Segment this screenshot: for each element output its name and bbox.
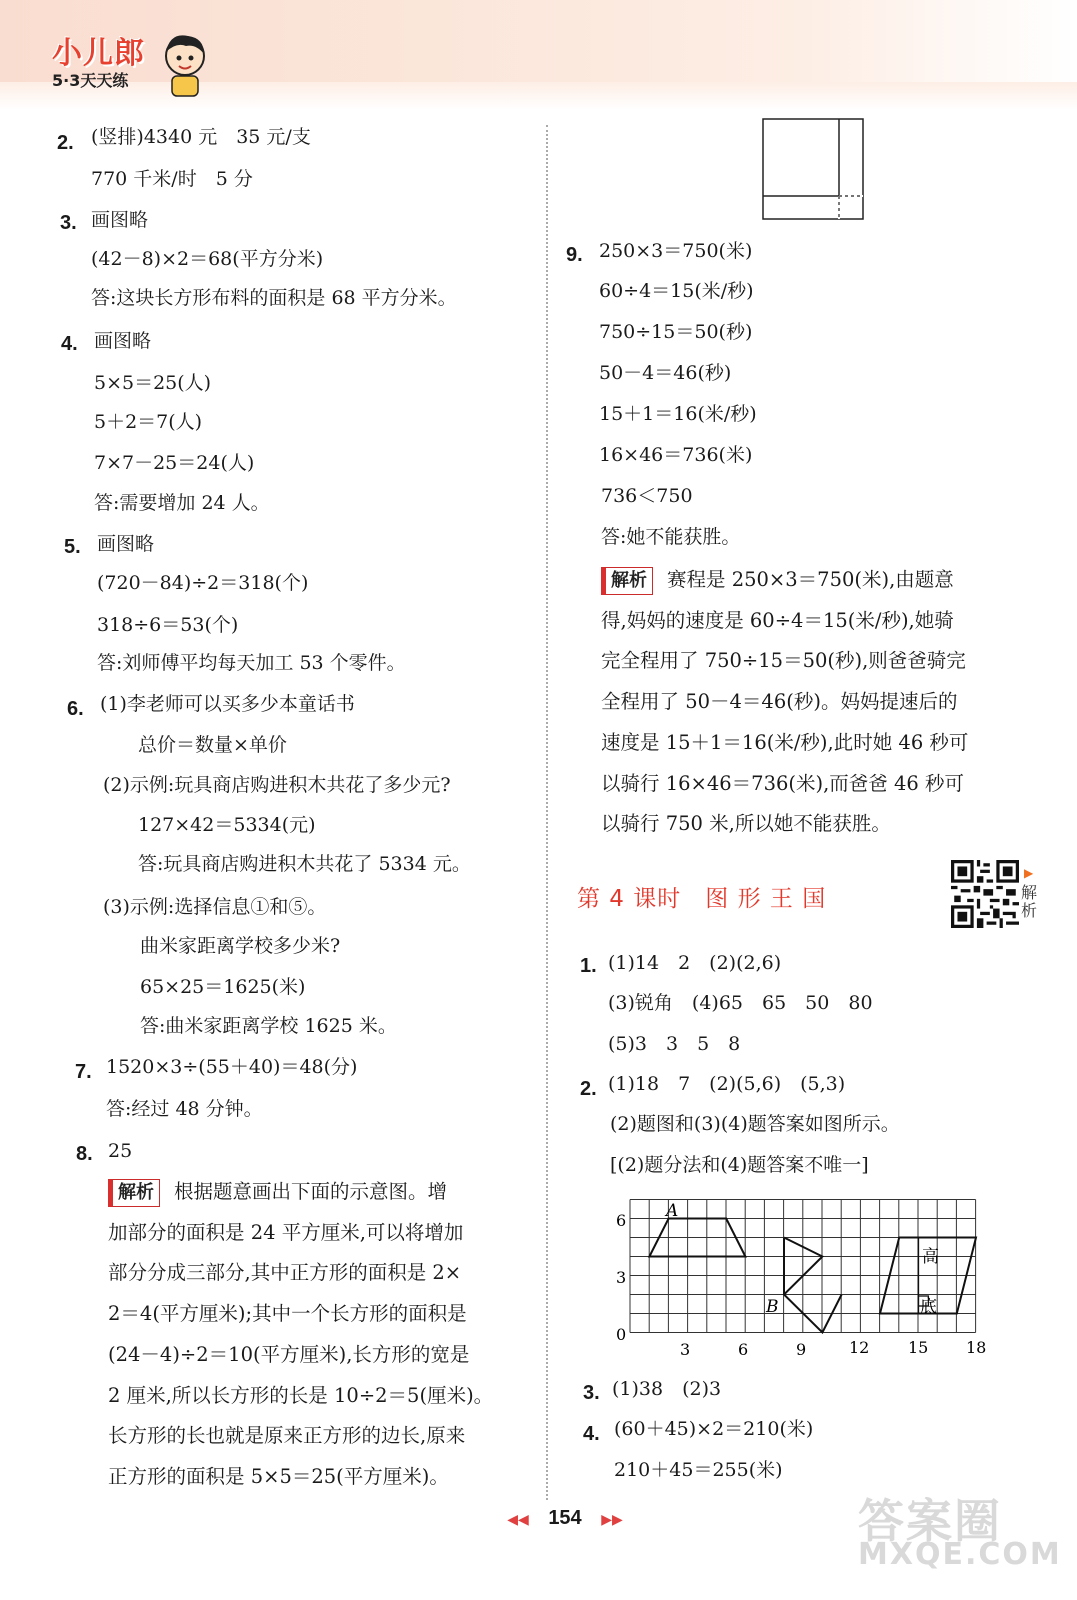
page-footer: [480, 1507, 650, 1530]
qr-label: 解析: [1021, 883, 1038, 920]
q3-line1: 画图略: [91, 209, 149, 231]
analysis-tag: 解析: [601, 567, 653, 595]
x-tick: 6: [738, 1340, 749, 1359]
q8-analysis-lead: 根据题意画出下面的示意图。增: [174, 1180, 448, 1203]
q4-answer: 答:需要增加 24 人。: [94, 492, 270, 514]
q8-analysis-line: 部分分成三部分,其中正方形的面积是 2×: [108, 1261, 462, 1285]
q5-line1: 画图略: [97, 533, 155, 555]
play-icon: ▶: [1024, 866, 1034, 880]
y-tick: 0: [616, 1325, 627, 1344]
watermark: [858, 1485, 1062, 1572]
q8-analysis-line: 长方形的长也就是原来正方形的边长,原来: [108, 1424, 466, 1448]
q9-analysis-line: 速度是 15＋1＝16(米/秒),此时她 46 秒可: [601, 730, 969, 754]
next-arrows-icon: ▶▶: [601, 1511, 623, 1527]
label-b: B: [766, 1297, 779, 1317]
r4-number: 4.: [583, 1423, 600, 1445]
q6-line6: (3)示例:选择信息①和⑤。: [103, 896, 327, 918]
q7-line1: 1520×3÷(55＋40)＝48(分): [106, 1056, 358, 1078]
y-tick: 6: [616, 1211, 627, 1230]
q4-line4: 7×7－25＝24(人): [94, 452, 255, 474]
q2-line1: (竖排)4340 元 35 元/支: [91, 126, 311, 148]
x-tick: 15: [908, 1338, 929, 1357]
q8-analysis-line: 加部分的面积是 24 平方厘米,可以将增加: [108, 1220, 464, 1244]
lesson-title: 第 4 课时 图 形 王 国: [577, 886, 827, 912]
q9-line2: 60÷4＝15(米/秒): [599, 280, 754, 302]
r4-line1: (60＋45)×2＝210(米): [614, 1418, 814, 1440]
q3-number: 3.: [60, 212, 77, 234]
q9-line6: 16×46＝736(米): [599, 444, 753, 466]
q6-line7: 曲米家距离学校多少米?: [140, 935, 341, 957]
q3-line2: (42－8)×2＝68(平方分米): [91, 248, 324, 270]
r2-line1: (1)18 7 (2)(5,6) (5,3): [608, 1073, 846, 1095]
q9-analysis-line: 以骑行 16×46＝736(米),而爸爸 46 秒可: [601, 771, 965, 795]
x-tick: 3: [680, 1340, 691, 1359]
r1-line3: (5)3 3 5 8: [608, 1033, 741, 1055]
q4-line1: 画图略: [94, 330, 152, 352]
prev-arrows-icon: ◀◀: [507, 1511, 529, 1527]
r1-number: 1.: [580, 955, 597, 977]
q2-number: 2.: [57, 132, 74, 154]
x-tick: 12: [849, 1338, 870, 1357]
r4-line2: 210＋45＝255(米): [614, 1459, 783, 1481]
q5-number: 5.: [64, 536, 81, 558]
r1-line1: (1)14 2 (2)(2,6): [608, 952, 782, 974]
square-diagram: [762, 118, 866, 222]
q8-analysis-line: 2 厘米,所以长方形的长是 10÷2＝5(厘米)。: [108, 1383, 494, 1407]
label-a: A: [666, 1201, 679, 1221]
q9-line1: 250×3＝750(米): [599, 240, 753, 262]
coordinate-grid: [610, 1190, 1000, 1360]
q8-number: 8.: [76, 1143, 93, 1165]
q4-number: 4.: [61, 333, 78, 355]
q9-line3: 750÷15＝50(秒): [599, 321, 753, 343]
mascot-icon: [160, 30, 210, 100]
q9-analysis-lead-row: [601, 560, 1041, 601]
r2-number: 2.: [580, 1078, 597, 1100]
q8-analysis-line: 正方形的面积是 5×5＝25(平方厘米)。: [108, 1464, 449, 1488]
qr-code-icon[interactable]: [951, 860, 1019, 928]
q3-answer: 答:这块长方形布料的面积是 68 平方分米。: [91, 287, 457, 309]
y-tick: 3: [616, 1268, 627, 1287]
q8-answer: 25: [108, 1140, 133, 1162]
q8-analysis-lead-row: [108, 1172, 548, 1213]
q8-analysis-line: (24－4)÷2＝10(平方厘米),长方形的宽是: [108, 1342, 470, 1366]
q6-line1: (1)李老师可以买多少本童话书: [100, 693, 355, 715]
q6-line4: 127×42＝5334(元): [138, 814, 316, 836]
r2-line2: (2)题图和(3)(4)题答案如图所示。: [610, 1113, 900, 1135]
label-height: 高: [922, 1247, 939, 1267]
q9-answer: 答:她不能获胜。: [601, 526, 741, 548]
brand-logo: [52, 28, 145, 91]
q6-number: 6.: [67, 698, 84, 720]
watermark-line2: MXQE.COM: [858, 1537, 1062, 1572]
x-tick: 18: [966, 1338, 987, 1357]
brand-name: 小儿郎: [52, 36, 145, 71]
q9-analysis-lead: 赛程是 250×3＝750(米),由题意: [667, 568, 954, 591]
q9-analysis-line: 全程用了 50－4＝46(秒)。妈妈提速后的: [601, 690, 958, 714]
analysis-tag: 解析: [108, 1179, 160, 1207]
q9-analysis-line: 完全程用了 750÷15＝50(秒),则爸爸骑完: [601, 649, 966, 673]
q6-line2: 总价＝数量×单价: [138, 734, 287, 756]
q4-line3: 5＋2＝7(人): [94, 411, 203, 433]
q9-line5: 15＋1＝16(米/秒): [599, 403, 757, 425]
x-tick: 9: [796, 1340, 807, 1359]
q9-analysis-line: 以骑行 750 米,所以她不能获胜。: [601, 812, 891, 836]
watermark-line1: 答案圈: [858, 1494, 1002, 1548]
q9-analysis: [601, 560, 1041, 845]
q9-line4: 50－4＝46(秒): [599, 362, 732, 384]
q9-analysis-line: 得,妈妈的速度是 60÷4＝15(米/秒),她骑: [601, 608, 954, 632]
q6-line8: 65×25＝1625(米): [140, 976, 306, 998]
q2-line2: 770 千米/时 5 分: [91, 168, 253, 190]
q5-line2: (720－84)÷2＝318(个): [97, 572, 309, 594]
r3-number: 3.: [583, 1382, 600, 1404]
r1-line2: (3)锐角 (4)65 65 50 80: [608, 992, 873, 1014]
q9-number: 9.: [566, 244, 583, 266]
r2-line3: [(2)题分法和(4)题答案不唯一]: [610, 1154, 869, 1176]
q5-line3: 318÷6＝53(个): [97, 614, 239, 636]
q5-answer: 答:刘师傅平均每天加工 53 个零件。: [97, 652, 406, 674]
label-base: 底: [920, 1297, 937, 1317]
q6-line5: 答:玩具商店购进积木共花了 5334 元。: [138, 853, 471, 875]
series-name: 5·3天天练: [52, 71, 129, 90]
q8-analysis-line: 2＝4(平方厘米);其中一个长方形的面积是: [108, 1302, 467, 1326]
page-number: 154: [548, 1507, 582, 1529]
q7-answer: 答:经过 48 分钟。: [106, 1098, 263, 1120]
q4-line2: 5×5＝25(人): [94, 372, 212, 394]
q6-line3: (2)示例:玩具商店购进积木共花了多少元?: [103, 774, 451, 796]
q6-line9: 答:曲米家距离学校 1625 米。: [140, 1015, 397, 1037]
q8-analysis: [108, 1172, 548, 1498]
q9-line7: 736＜750: [601, 485, 693, 507]
r3-line1: (1)38 (2)3: [612, 1378, 722, 1400]
q7-number: 7.: [75, 1061, 92, 1083]
